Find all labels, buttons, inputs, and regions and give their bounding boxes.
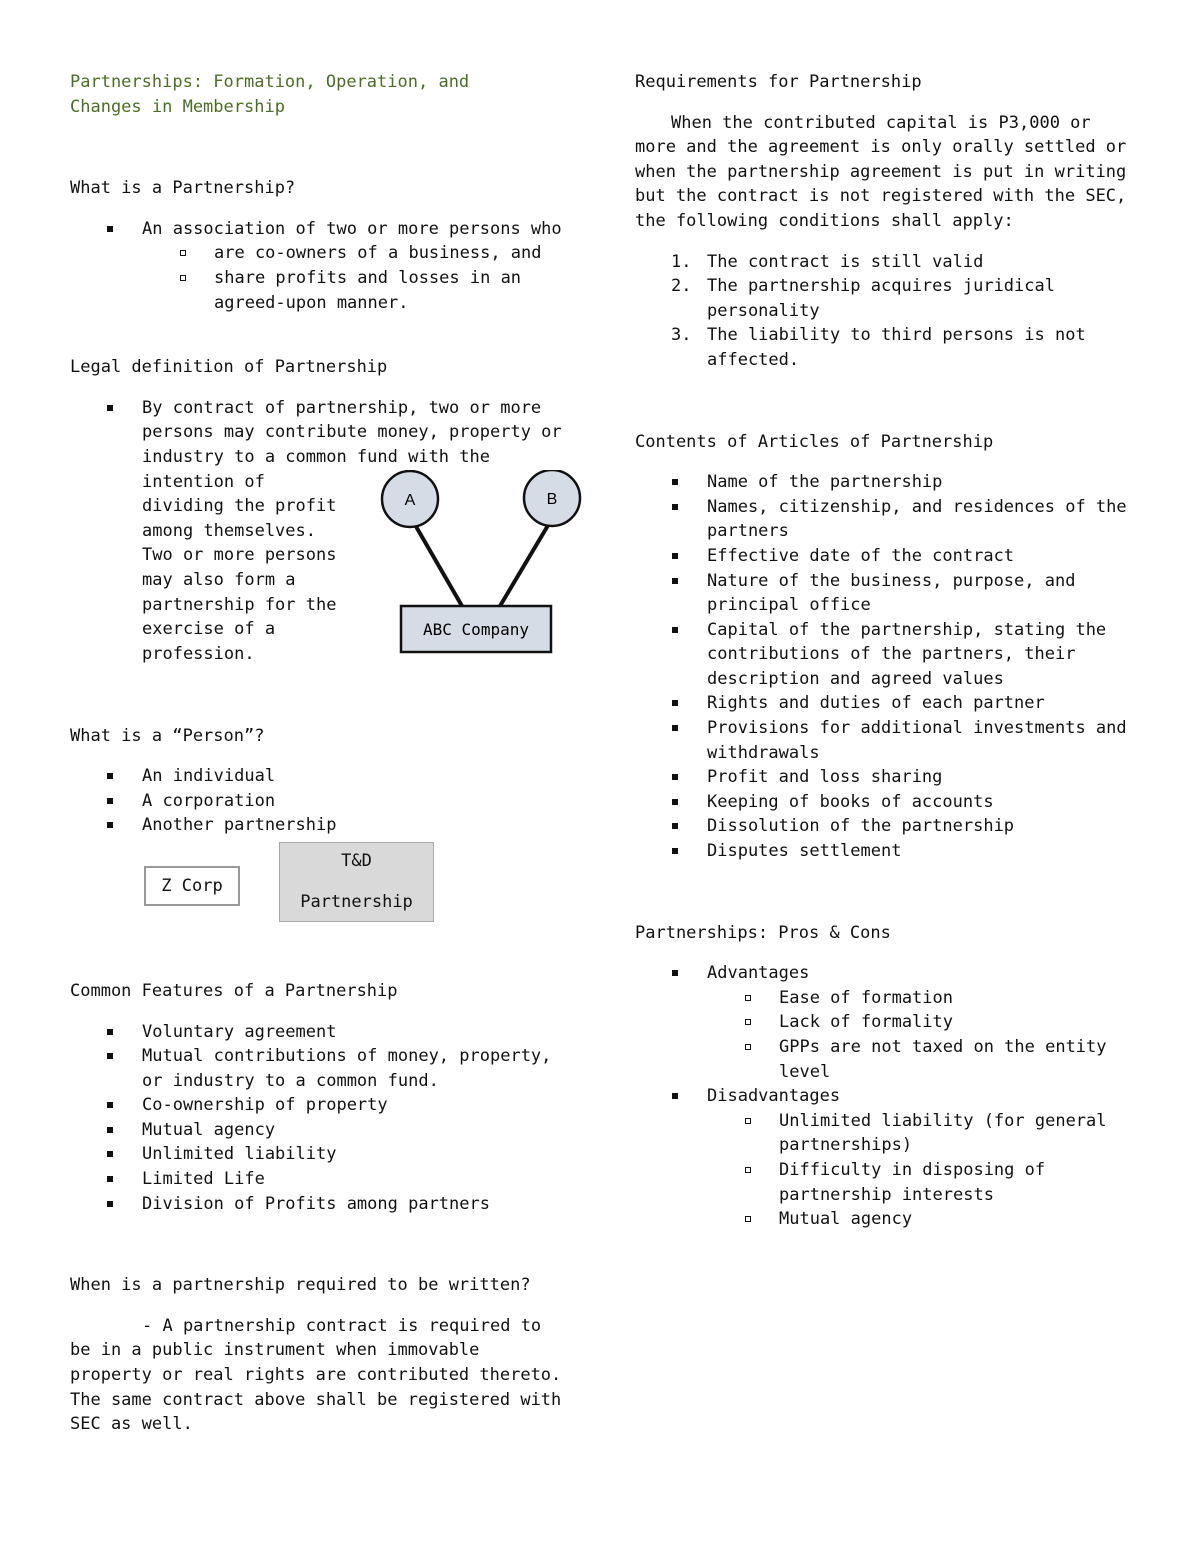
td-label-line-2: Partnership — [300, 891, 413, 912]
pros-cons-list — [635, 961, 1135, 1232]
text-line: profession. — [142, 643, 255, 664]
list-item: Ease of formation — [707, 986, 1135, 1011]
list-item: Mutual agency — [707, 1207, 1135, 1232]
advantages-list — [707, 986, 1135, 1084]
person-heading: What is a “Person”? — [70, 725, 265, 746]
requirements-heading: Requirements for Partnership — [635, 72, 922, 92]
z-corp-box — [144, 866, 240, 906]
item-text: The liability to third persons is not affected. — [707, 325, 1086, 370]
what-is-bullet: An association of two or more persons who — [142, 218, 562, 239]
articles-list — [635, 470, 1135, 864]
list-item: Nature of the business, purpose, and principal office — [635, 569, 1135, 618]
list-item: Name of the partnership — [635, 470, 1135, 495]
item-number: 2. — [671, 276, 692, 297]
person-boxes — [70, 838, 570, 938]
what-is-heading: What is a Partnership? — [70, 178, 296, 199]
document-title — [70, 70, 570, 119]
list-item: Unlimited liability — [70, 1142, 570, 1167]
list-item: Names, citizenship, and residences of the partners — [635, 495, 1135, 544]
list-item — [70, 396, 570, 668]
text-line: exercise of a — [142, 619, 276, 640]
connector-line-b — [500, 522, 550, 606]
list-item: Division of Profits among partners — [70, 1192, 570, 1217]
list-item: Profit and loss sharing — [635, 765, 1135, 790]
legal-list — [70, 396, 570, 668]
item-number: 1. — [671, 251, 692, 272]
pros-cons-heading: Partnerships: Pros & Cons — [635, 922, 891, 943]
item-text: The contract is still valid — [707, 251, 984, 272]
title-line-2: Changes in Membership — [70, 96, 285, 117]
list-item: Disputes settlement — [635, 839, 1135, 864]
requirements-text: When the contributed capital is P3,000 or more and the agreement is only orally settled or when the partnership agreement is put in writing but the contract is not registered with the SEC, the following conditions shall apply: — [635, 112, 1127, 231]
connector-line-a — [414, 523, 462, 606]
what-is-list — [70, 217, 570, 315]
list-item: are co-owners of a business, and — [142, 241, 570, 266]
list-item: Capital of the partnership, stating the contributions of the partners, their description and agreed values — [635, 618, 1135, 692]
partnership-diagram — [380, 470, 600, 660]
list-item — [635, 1084, 1135, 1232]
list-item: Keeping of books of accounts — [635, 790, 1135, 815]
z-corp-label: Z Corp — [161, 875, 223, 896]
list-item: A corporation — [70, 789, 570, 814]
company-label: ABC Company — [423, 619, 529, 639]
text-line: Two or more persons — [142, 545, 337, 566]
list-item — [70, 217, 570, 315]
list-item — [635, 323, 1135, 372]
written-heading: When is a partnership required to be written? — [70, 1275, 531, 1296]
what-is-sublist — [142, 241, 570, 315]
disadvantages-label: Disadvantages — [707, 1086, 841, 1107]
list-item — [635, 250, 1135, 275]
text-line: partnership for the — [142, 594, 337, 615]
list-item: GPPs are not taxed on the entity level — [707, 1035, 1135, 1084]
list-item: Mutual contributions of money, property, or industry to a common fund. — [70, 1044, 570, 1093]
text-line: intention of — [142, 471, 265, 492]
written-text: - A partnership contract is required to be in a public instrument when immovable property or real rights are contributed thereto. The same contract above shall be registered with SEC as well. — [70, 1315, 562, 1435]
right-column — [635, 70, 1135, 1232]
item-number: 3. — [671, 325, 692, 346]
legal-figure-block — [142, 470, 570, 668]
title-line-1: Partnerships: Formation, Operation, and — [70, 72, 470, 92]
text-line: among themselves. — [142, 520, 316, 541]
list-item — [635, 274, 1135, 323]
td-label-line-1: T&D — [341, 850, 372, 871]
list-item — [635, 961, 1135, 1084]
node-a-label: A — [404, 491, 416, 509]
list-item: Co-ownership of property — [70, 1093, 570, 1118]
text-line: may also form a — [142, 569, 296, 590]
list-item: Unlimited liability (for general partnerships) — [707, 1109, 1135, 1158]
list-item: Lack of formality — [707, 1010, 1135, 1035]
list-item: Voluntary agreement — [70, 1020, 570, 1045]
list-item: Effective date of the contract — [635, 544, 1135, 569]
disadvantages-list — [707, 1109, 1135, 1232]
list-item: An individual — [70, 764, 570, 789]
item-text: The partnership acquires juridical personality — [707, 276, 1055, 321]
requirements-list — [635, 250, 1135, 373]
articles-heading: Contents of Articles of Partnership — [635, 431, 994, 452]
features-list — [70, 1020, 570, 1217]
list-item: Limited Life — [70, 1167, 570, 1192]
legal-text-top: By contract of partnership, two or more persons may contribute money, property or industry to a common fund with the — [142, 397, 562, 467]
td-partnership-box — [279, 842, 434, 922]
list-item: Difficulty in disposing of partnership interests — [707, 1158, 1135, 1207]
left-column — [70, 70, 570, 1437]
list-item: Another partnership — [70, 813, 570, 838]
legal-heading: Legal definition of Partnership — [70, 357, 388, 378]
advantages-label: Advantages — [707, 963, 810, 984]
list-item: Provisions for additional investments and withdrawals — [635, 716, 1135, 765]
list-item: share profits and losses in an agreed-upon manner. — [142, 266, 570, 315]
list-item: Dissolution of the partnership — [635, 814, 1135, 839]
list-item: Mutual agency — [70, 1118, 570, 1143]
person-list — [70, 764, 570, 838]
features-heading: Common Features of a Partnership — [70, 980, 398, 1001]
node-b-label: B — [546, 490, 558, 508]
list-item: Rights and duties of each partner — [635, 691, 1135, 716]
text-line: dividing the profit — [142, 496, 337, 517]
